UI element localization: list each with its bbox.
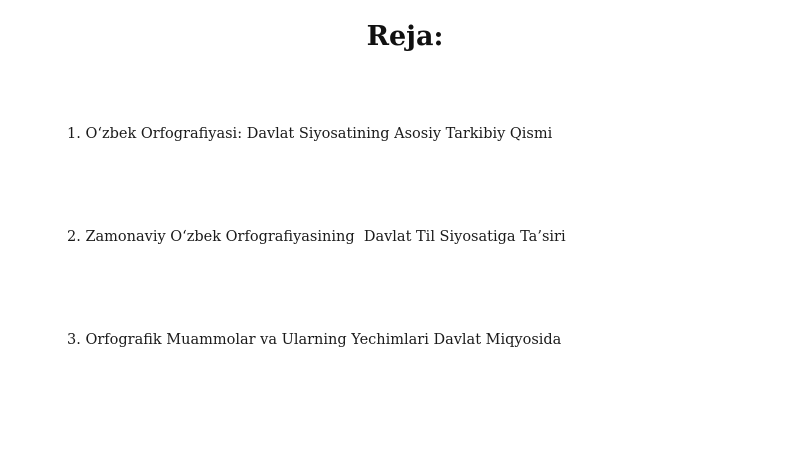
plan-list [67, 0, 787, 449]
plan-item-2: 2. Zamonaviy O‘zbek Orfografiyasining Davlat Til Siyosatiga Ta’siri [67, 229, 566, 245]
plan-item-3: 3. Orfografik Muammolar va Ularning Yechimlari Davlat Miqyosida [67, 332, 562, 348]
plan-item-1: 1. O‘zbek Orfografiyasi: Davlat Siyosatining Asosiy Tarkibiy Qismi [67, 126, 553, 142]
slide-title: Reja: [366, 21, 444, 52]
